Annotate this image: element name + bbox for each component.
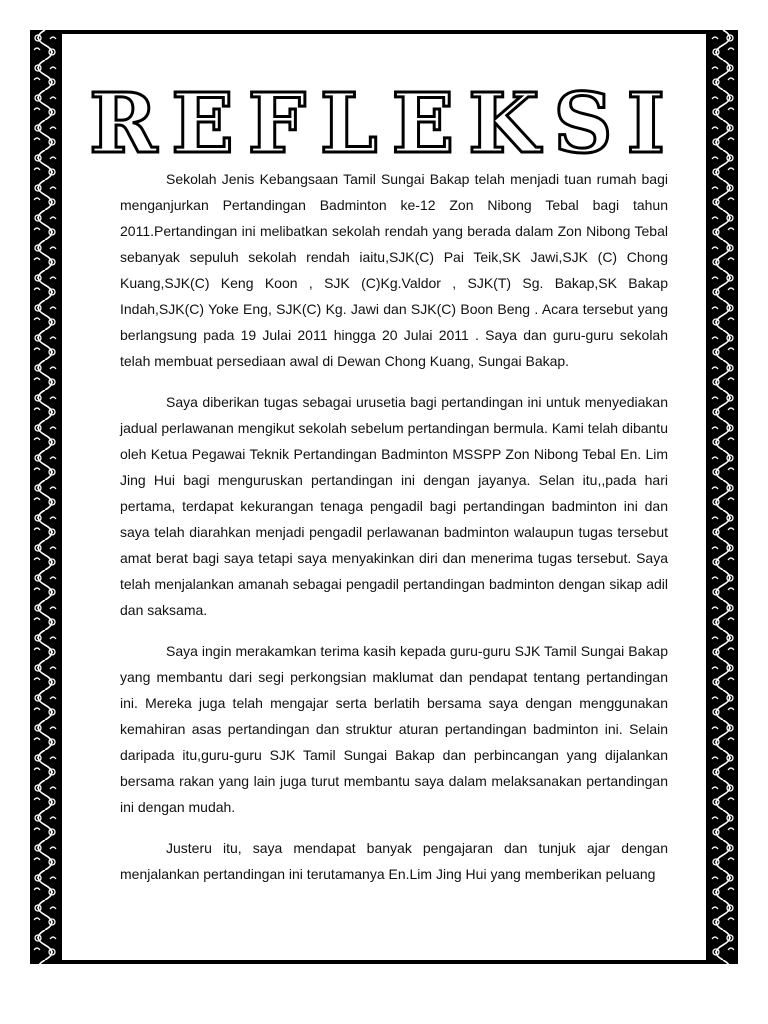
title-banner — [62, 70, 706, 170]
left-ornamental-border — [30, 30, 60, 964]
svg-text:REFLEKSI: REFLEKSI — [89, 76, 679, 170]
paragraph-3: Saya ingin merakamkan terima kasih kepada guru-guru SJK Tamil Sungai Bakap yang membantu dari segi perkongsian maklumat dan pendapat tentang pertandingan ini. Mereka juga telah mengajar serta berlatih bersama saya dengan menggunakan kemahiran asas pertandingan dan struktur aturan pertandingan badminton ini. Selain daripada itu,guru-guru SJK Tamil Sungai Bakap dan perbincangan yang dijalankan bersama rakan yang lain juga turut membantu saya dalam melaksanakan pertandingan ini dengan mudah. — [120, 643, 668, 815]
swirl-vine-ornament-icon — [708, 30, 738, 964]
page-border-frame — [30, 30, 738, 964]
document-body — [120, 166, 668, 902]
right-ornamental-border — [708, 30, 738, 964]
page-content-area — [62, 34, 706, 960]
page-title — [62, 70, 706, 170]
swirl-vine-ornament-icon — [30, 30, 60, 964]
paragraph-1: Sekolah Jenis Kebangsaan Tamil Sungai Bakap telah menjadi tuan rumah bagi menganjurkan Pertandingan Badminton ke-12 Zon Nibong Tebal bagi tahun 2011.Pertandingan ini melibatkan sekolah rendah yang berada dalam Zon Nibong Tebal sebanyak sepuluh sekolah rendah iaitu,SJK(C) Pai Teik,SK Jawi,SJK (C) Chong Kuang,SJK(C) Keng Koon , SJK (C)Kg.Valdor , SJK(T) Sg. Bakap,SK Bakap Indah,SJK(C) Yoke Eng, SJK(C) Kg. Jawi dan SJK(C) Boon Beng . Acara tersebut yang berlangsung pada 19 Julai 2011 hingga 20 Julai 2011 . Saya dan guru-guru sekolah telah membuat persediaan awal di Dewan Chong Kuang, Sungai Bakap. — [120, 171, 668, 369]
paragraph-4: Justeru itu, saya mendapat banyak pengajaran dan tunjuk ajar dengan menjalankan pertandingan ini terutamanya En.Lim Jing Hui yang memberikan peluang — [120, 840, 668, 882]
paragraph-2: Saya diberikan tugas sebagai urusetia bagi pertandingan ini untuk menyediakan jadual perlawanan mengikut sekolah sebelum pertandingan bermula. Kami telah dibantu oleh Ketua Pegawai Teknik Pertandingan Badminton MSSPP Zon Nibong Tebal En. Lim Jing Hui bagi menguruskan pertandingan ini dengan jayanya. Selan itu,,pada hari pertama, terdapat kekurangan tenaga pengadil bagi pertandingan badminton ini dan saya telah diarahkan menjadi pengadil perlawanan badminton walaupun tugas tersebut amat berat bagi saya tetapi saya menyakinkan diri dan menerima tugas tersebut. Saya telah menjalankan amanah sebagai pengadil pertandingan badminton dengan sikap adil dan saksama. — [120, 394, 668, 618]
